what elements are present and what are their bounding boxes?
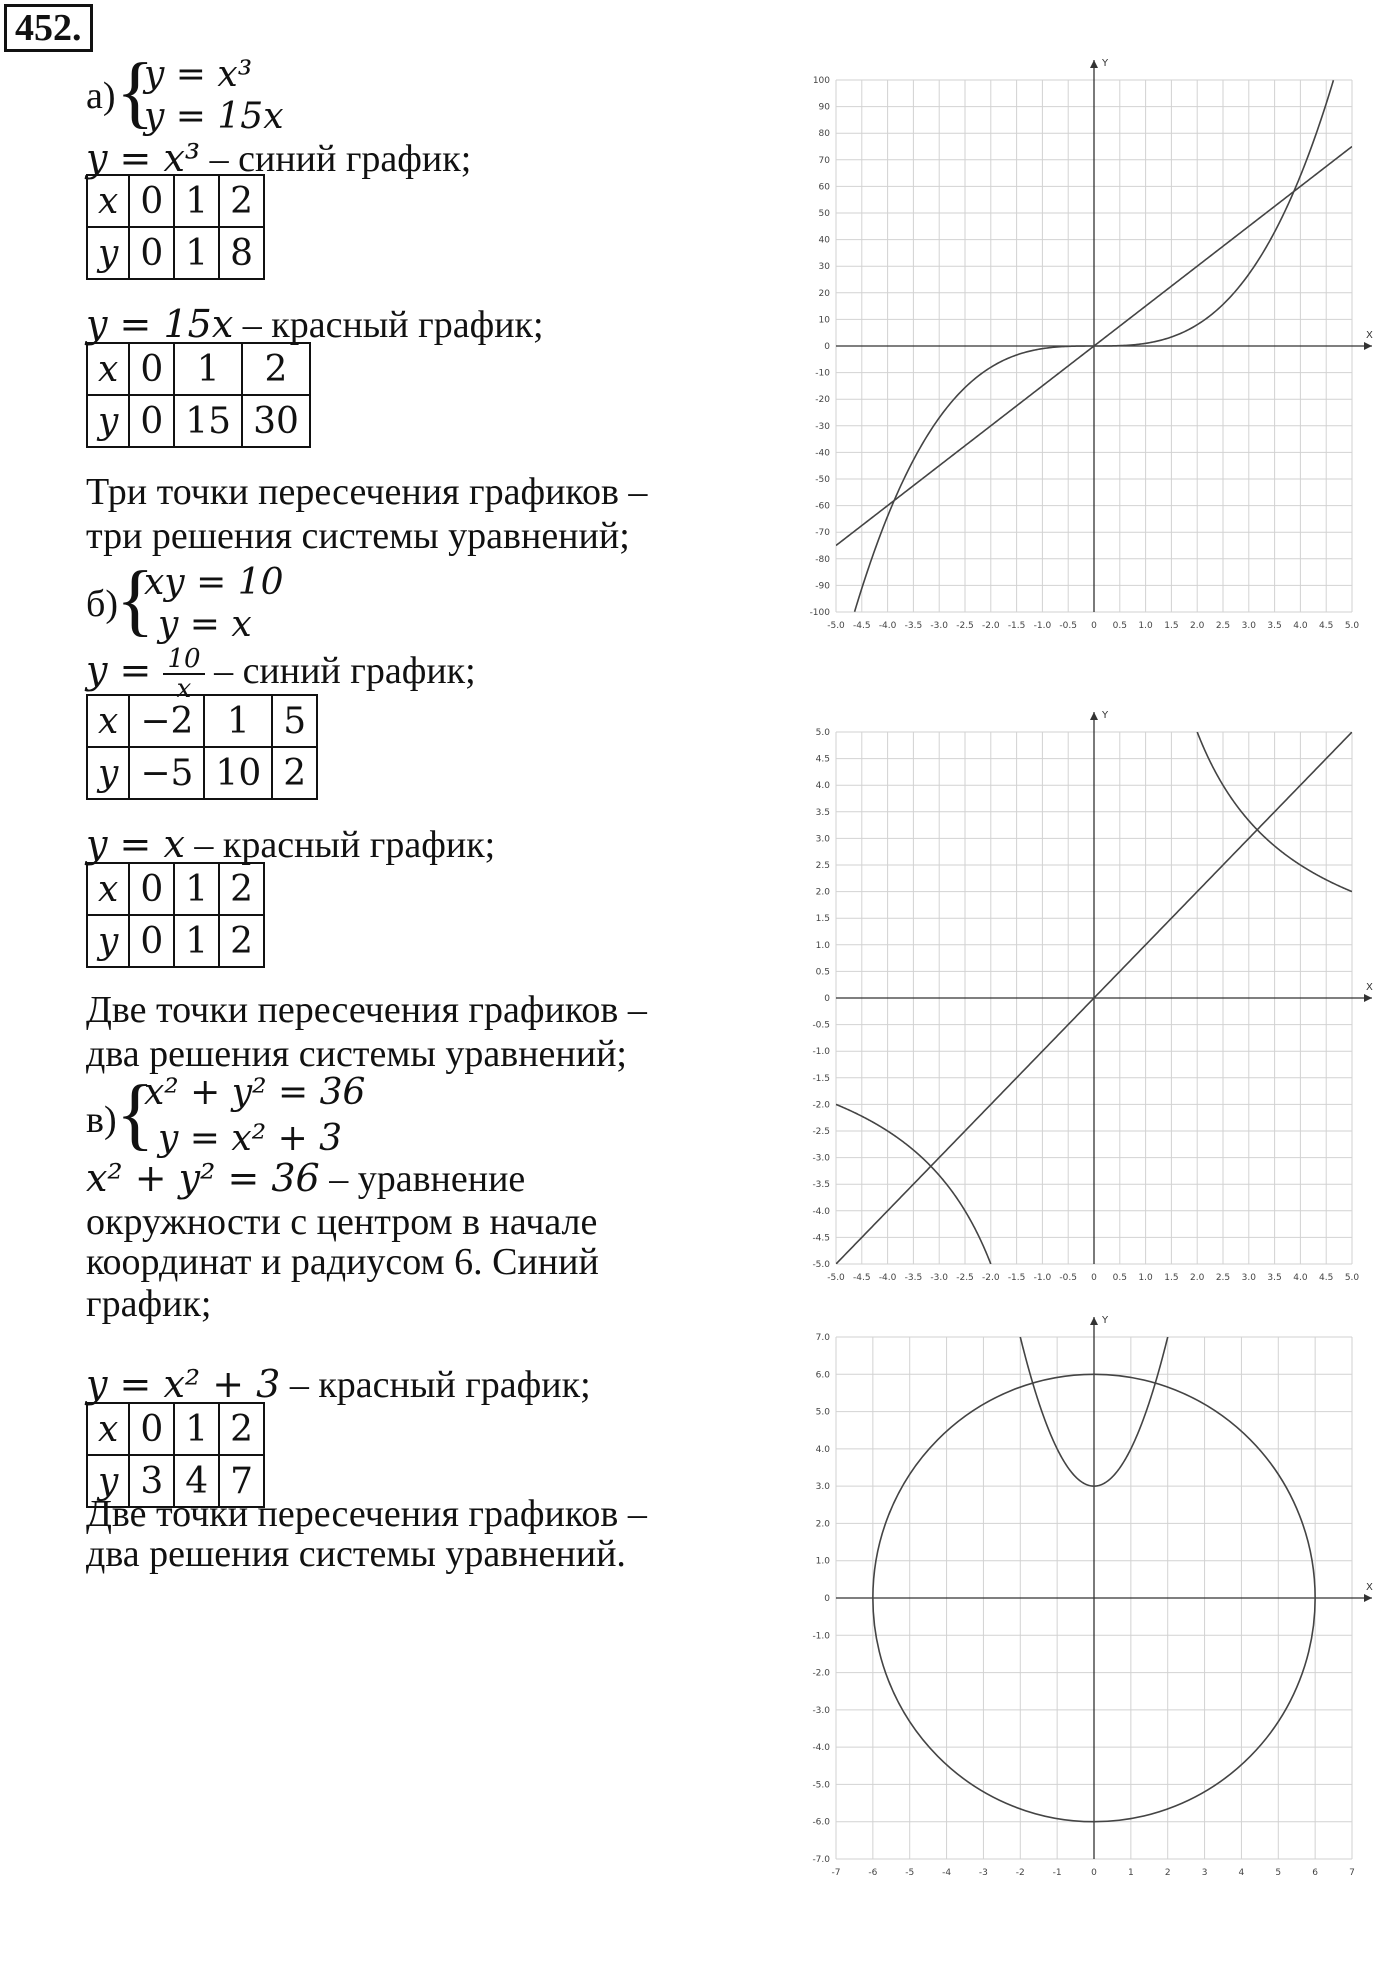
y-tick-label: -4.5 bbox=[812, 1233, 830, 1244]
x-tick-label: 1.0 bbox=[1138, 1273, 1153, 1283]
y-tick-label: 1.0 bbox=[815, 940, 830, 951]
x-tick-label: 1.5 bbox=[1164, 621, 1179, 631]
x-tick-label: 2.5 bbox=[1215, 1273, 1231, 1283]
y-tick-label: 4.5 bbox=[815, 754, 830, 765]
y-tick-label: 5.0 bbox=[815, 1407, 830, 1418]
y-tick-label: 6.0 bbox=[815, 1370, 830, 1381]
x-tick-label: -5 bbox=[905, 1868, 915, 1878]
x-tick-label: -4.0 bbox=[878, 1273, 897, 1283]
x-tick-label: -1.0 bbox=[1033, 621, 1052, 631]
brace: { bbox=[116, 48, 155, 136]
x-tick-label: -2.0 bbox=[982, 621, 1000, 631]
x-tick-label: -2 bbox=[1015, 1868, 1025, 1878]
part-b-conclusion-1: Две точки пересечения графиков – bbox=[86, 989, 647, 1031]
chart-c bbox=[790, 1305, 1380, 1895]
x-tick-label: 4 bbox=[1238, 1868, 1245, 1878]
x-tick-label: -3.0 bbox=[930, 621, 948, 631]
brace: { bbox=[116, 556, 155, 644]
y-tick-label: 0 bbox=[824, 994, 830, 1004]
system-b-eq1: xy = 10 bbox=[144, 562, 284, 603]
x-tick-label: 2.0 bbox=[1190, 621, 1205, 631]
y-tick-label: -2.5 bbox=[812, 1127, 830, 1137]
x-tick-label: 6 bbox=[1312, 1868, 1319, 1878]
x-axis-label: X bbox=[1366, 330, 1373, 341]
part-a-label: а) bbox=[86, 75, 116, 117]
y-tick-label: -1.5 bbox=[812, 1073, 830, 1084]
x-tick-label: 3.0 bbox=[1241, 1273, 1256, 1283]
system-a bbox=[86, 48, 386, 137]
y-tick-label: -5.0 bbox=[812, 1260, 830, 1270]
brace: { bbox=[116, 1070, 155, 1158]
y-tick-label: -30 bbox=[815, 421, 830, 432]
x-axis-label: X bbox=[1366, 1582, 1373, 1593]
y-tick-label: 4.0 bbox=[815, 1444, 830, 1455]
part-b-line2: y = x – красный график; bbox=[86, 822, 496, 866]
y-tick-label: -2.0 bbox=[812, 1668, 830, 1679]
y-tick-label: 3.0 bbox=[815, 834, 830, 845]
x-tick-label: 4.0 bbox=[1293, 1273, 1308, 1283]
y-tick-label: 1.5 bbox=[815, 914, 830, 925]
y-tick-label: 2.0 bbox=[815, 1519, 830, 1530]
x-tick-label: -3.5 bbox=[904, 1273, 923, 1283]
x-tick-label: -2.0 bbox=[982, 1273, 1000, 1283]
y-tick-label: 80 bbox=[818, 129, 830, 140]
x-tick-label: -1.5 bbox=[1007, 1273, 1026, 1283]
x-tick-label: 0.5 bbox=[1112, 1273, 1127, 1283]
y-axis-label: Y bbox=[1102, 710, 1109, 721]
y-tick-label: -100 bbox=[809, 608, 830, 618]
table-row: x 0 1 2 bbox=[87, 343, 310, 395]
part-a-conclusion-1: Три точки пересечения графиков – bbox=[86, 471, 648, 513]
value-table-a1 bbox=[86, 174, 265, 280]
table-row: y 0 1 8 bbox=[87, 227, 264, 279]
x-tick-label: 5.0 bbox=[1344, 1273, 1360, 1283]
y-tick-label: 70 bbox=[818, 155, 830, 166]
part-c-desc-3: координат и радиусом 6. Синий bbox=[86, 1241, 599, 1283]
part-b-label: б) bbox=[86, 583, 118, 625]
y-tick-label: -3.5 bbox=[812, 1180, 830, 1191]
x-tick-label: -4.0 bbox=[878, 621, 897, 631]
part-c-desc-4: график; bbox=[86, 1283, 212, 1325]
x-tick-label: 1.5 bbox=[1164, 1273, 1179, 1283]
x-tick-label: 4.5 bbox=[1319, 1273, 1334, 1283]
y-tick-label: -70 bbox=[815, 528, 830, 539]
x-tick-label: -1 bbox=[1052, 1868, 1062, 1878]
y-tick-label: -10 bbox=[815, 368, 830, 379]
x-tick-label: 0 bbox=[1091, 1868, 1097, 1878]
x-axis-arrow bbox=[1364, 342, 1372, 350]
system-c-eq1: x² + y² = 36 bbox=[144, 1072, 366, 1113]
y-tick-label: 7.0 bbox=[815, 1333, 830, 1343]
x-tick-label: -3.0 bbox=[930, 1273, 948, 1283]
table-row: y 0 1 2 bbox=[87, 915, 264, 967]
x-tick-label: -4.5 bbox=[853, 621, 871, 631]
part-b-conclusion-2: два решения системы уравнений; bbox=[86, 1033, 627, 1075]
x-tick-label: -1.0 bbox=[1033, 1273, 1052, 1283]
x-tick-label: 4.5 bbox=[1319, 621, 1334, 631]
x-tick-label: -4 bbox=[942, 1868, 952, 1878]
y-tick-label: 50 bbox=[818, 209, 830, 219]
x-tick-label: -6 bbox=[868, 1868, 878, 1878]
part-c-conclusion-1: Две точки пересечения графиков – bbox=[86, 1493, 647, 1535]
y-tick-label: 0 bbox=[824, 342, 830, 352]
table-row: y 3 4 7 bbox=[87, 1455, 264, 1507]
system-b bbox=[86, 556, 386, 645]
x-tick-label: 1 bbox=[1127, 1868, 1134, 1878]
table-row: y 0 15 30 bbox=[87, 395, 310, 447]
part-b-line1: y = $\frac{10}{x}$ – синий график; bbox=[86, 644, 476, 705]
part-c-desc-1: x² + y² = 36 – уравнение bbox=[86, 1156, 526, 1200]
y-tick-label: 0.5 bbox=[815, 967, 830, 978]
y-tick-label: 5.0 bbox=[815, 728, 830, 738]
y-axis-arrow bbox=[1090, 60, 1098, 68]
y-tick-label: -40 bbox=[815, 448, 830, 459]
fraction: $\frac{10}{x}$ bbox=[163, 645, 204, 703]
x-tick-label: -3 bbox=[978, 1868, 988, 1878]
y-tick-label: 90 bbox=[818, 102, 830, 113]
y-tick-label: -4.0 bbox=[812, 1206, 830, 1217]
table-row: x −2 1 5 bbox=[87, 695, 317, 747]
y-tick-label: 10 bbox=[818, 315, 830, 326]
part-a-line1: y = x³ – синий график; bbox=[86, 136, 472, 180]
y-tick-label: -20 bbox=[815, 395, 830, 406]
y-tick-label: -3.0 bbox=[812, 1153, 830, 1164]
y-axis-arrow bbox=[1090, 712, 1098, 720]
x-tick-label: 0 bbox=[1091, 621, 1097, 631]
y-axis-label: Y bbox=[1102, 58, 1109, 69]
y-tick-label: 1.0 bbox=[815, 1556, 830, 1567]
x-tick-label: 5.0 bbox=[1344, 621, 1360, 631]
x-tick-label: 0 bbox=[1091, 1273, 1097, 1283]
system-a-eq2: y = 15x bbox=[144, 96, 284, 137]
chart-c-plot bbox=[790, 1305, 1380, 1895]
x-tick-label: -1.5 bbox=[1007, 621, 1026, 631]
y-tick-label: -80 bbox=[815, 554, 830, 565]
x-tick-label: 3.5 bbox=[1267, 621, 1282, 631]
system-a-eq1: y = x³ bbox=[144, 54, 253, 95]
x-tick-label: -0.5 bbox=[1059, 621, 1077, 631]
x-tick-label: 7 bbox=[1349, 1868, 1355, 1878]
y-tick-label: -4.0 bbox=[812, 1743, 830, 1754]
table-row: x 0 1 2 bbox=[87, 175, 264, 227]
part-a-conclusion-2: три решения системы уравнений; bbox=[86, 515, 630, 557]
y-tick-label: -0.5 bbox=[812, 1020, 830, 1031]
system-c-eq2: y = x² + 3 bbox=[158, 1118, 343, 1159]
x-tick-label: -4.5 bbox=[853, 1273, 871, 1283]
chart-b bbox=[790, 700, 1380, 1300]
x-tick-label: 3.0 bbox=[1241, 621, 1256, 631]
y-axis-label: Y bbox=[1102, 1315, 1109, 1326]
x-tick-label: 4.0 bbox=[1293, 621, 1308, 631]
x-tick-label: 0.5 bbox=[1112, 621, 1127, 631]
x-tick-label: -5.0 bbox=[827, 621, 845, 631]
value-table-b2 bbox=[86, 862, 265, 968]
table-row: y −5 10 2 bbox=[87, 747, 317, 799]
x-tick-label: -2.5 bbox=[956, 621, 974, 631]
part-c-line2: y = x² + 3 – красный график; bbox=[86, 1362, 591, 1406]
value-table-b1 bbox=[86, 694, 318, 800]
y-tick-label: 60 bbox=[818, 182, 830, 193]
y-tick-label: -6.0 bbox=[812, 1817, 830, 1828]
system-b-eq2: y = x bbox=[158, 604, 252, 645]
x-tick-label: 3 bbox=[1201, 1868, 1208, 1878]
y-tick-label: -7.0 bbox=[812, 1855, 830, 1865]
x-tick-label: -3.5 bbox=[904, 621, 923, 631]
x-tick-label: 3.5 bbox=[1267, 1273, 1282, 1283]
y-axis-arrow bbox=[1090, 1317, 1098, 1325]
x-tick-label: 5 bbox=[1275, 1868, 1282, 1878]
y-tick-label: 20 bbox=[818, 288, 830, 299]
x-tick-label: -0.5 bbox=[1059, 1273, 1077, 1283]
table-row: x 0 1 2 bbox=[87, 863, 264, 915]
chart-a bbox=[790, 48, 1380, 648]
y-tick-label: -3.0 bbox=[812, 1705, 830, 1716]
chart-a-plot bbox=[790, 48, 1380, 648]
y-tick-label: 100 bbox=[812, 76, 830, 86]
x-axis-arrow bbox=[1364, 994, 1372, 1002]
y-tick-label: -2.0 bbox=[812, 1100, 830, 1111]
system-c bbox=[86, 1070, 406, 1160]
y-tick-label: -90 bbox=[815, 581, 830, 592]
part-a-line2: y = 15x – красный график; bbox=[86, 302, 544, 346]
x-tick-label: 2.5 bbox=[1215, 621, 1231, 631]
x-tick-label: 2.0 bbox=[1190, 1273, 1205, 1283]
y-tick-label: 30 bbox=[818, 262, 830, 273]
y-tick-label: 4.0 bbox=[815, 781, 830, 792]
y-tick-label: 0 bbox=[824, 1594, 830, 1604]
x-tick-label: 2 bbox=[1164, 1868, 1171, 1878]
y-tick-label: 3.0 bbox=[815, 1482, 830, 1493]
part-c-label: в) bbox=[86, 1099, 117, 1141]
value-table-a2 bbox=[86, 342, 311, 448]
part-c-desc-2: окружности с центром в начале bbox=[86, 1201, 598, 1243]
y-tick-label: 3.5 bbox=[815, 807, 830, 818]
x-tick-label: -7 bbox=[831, 1868, 841, 1878]
y-tick-label: -50 bbox=[815, 475, 830, 485]
part-c-conclusion-2: два решения системы уравнений. bbox=[86, 1533, 626, 1575]
x-tick-label: 1.0 bbox=[1138, 621, 1153, 631]
y-tick-label: 2.5 bbox=[815, 861, 830, 871]
table-row: x 0 1 2 bbox=[87, 1403, 264, 1455]
x-tick-label: -2.5 bbox=[956, 1273, 974, 1283]
y-tick-label: -5.0 bbox=[812, 1780, 830, 1791]
y-tick-label: -60 bbox=[815, 501, 830, 512]
y-tick-label: 40 bbox=[818, 235, 830, 246]
problem-number: 452. bbox=[4, 4, 93, 52]
y-tick-label: -1.0 bbox=[812, 1631, 830, 1642]
x-axis-label: X bbox=[1366, 982, 1373, 993]
x-axis-arrow bbox=[1364, 1594, 1372, 1602]
y-tick-label: 2.0 bbox=[815, 887, 830, 898]
chart-b-plot bbox=[790, 700, 1380, 1300]
x-tick-label: -5.0 bbox=[827, 1273, 845, 1283]
y-tick-label: -1.0 bbox=[812, 1047, 830, 1058]
